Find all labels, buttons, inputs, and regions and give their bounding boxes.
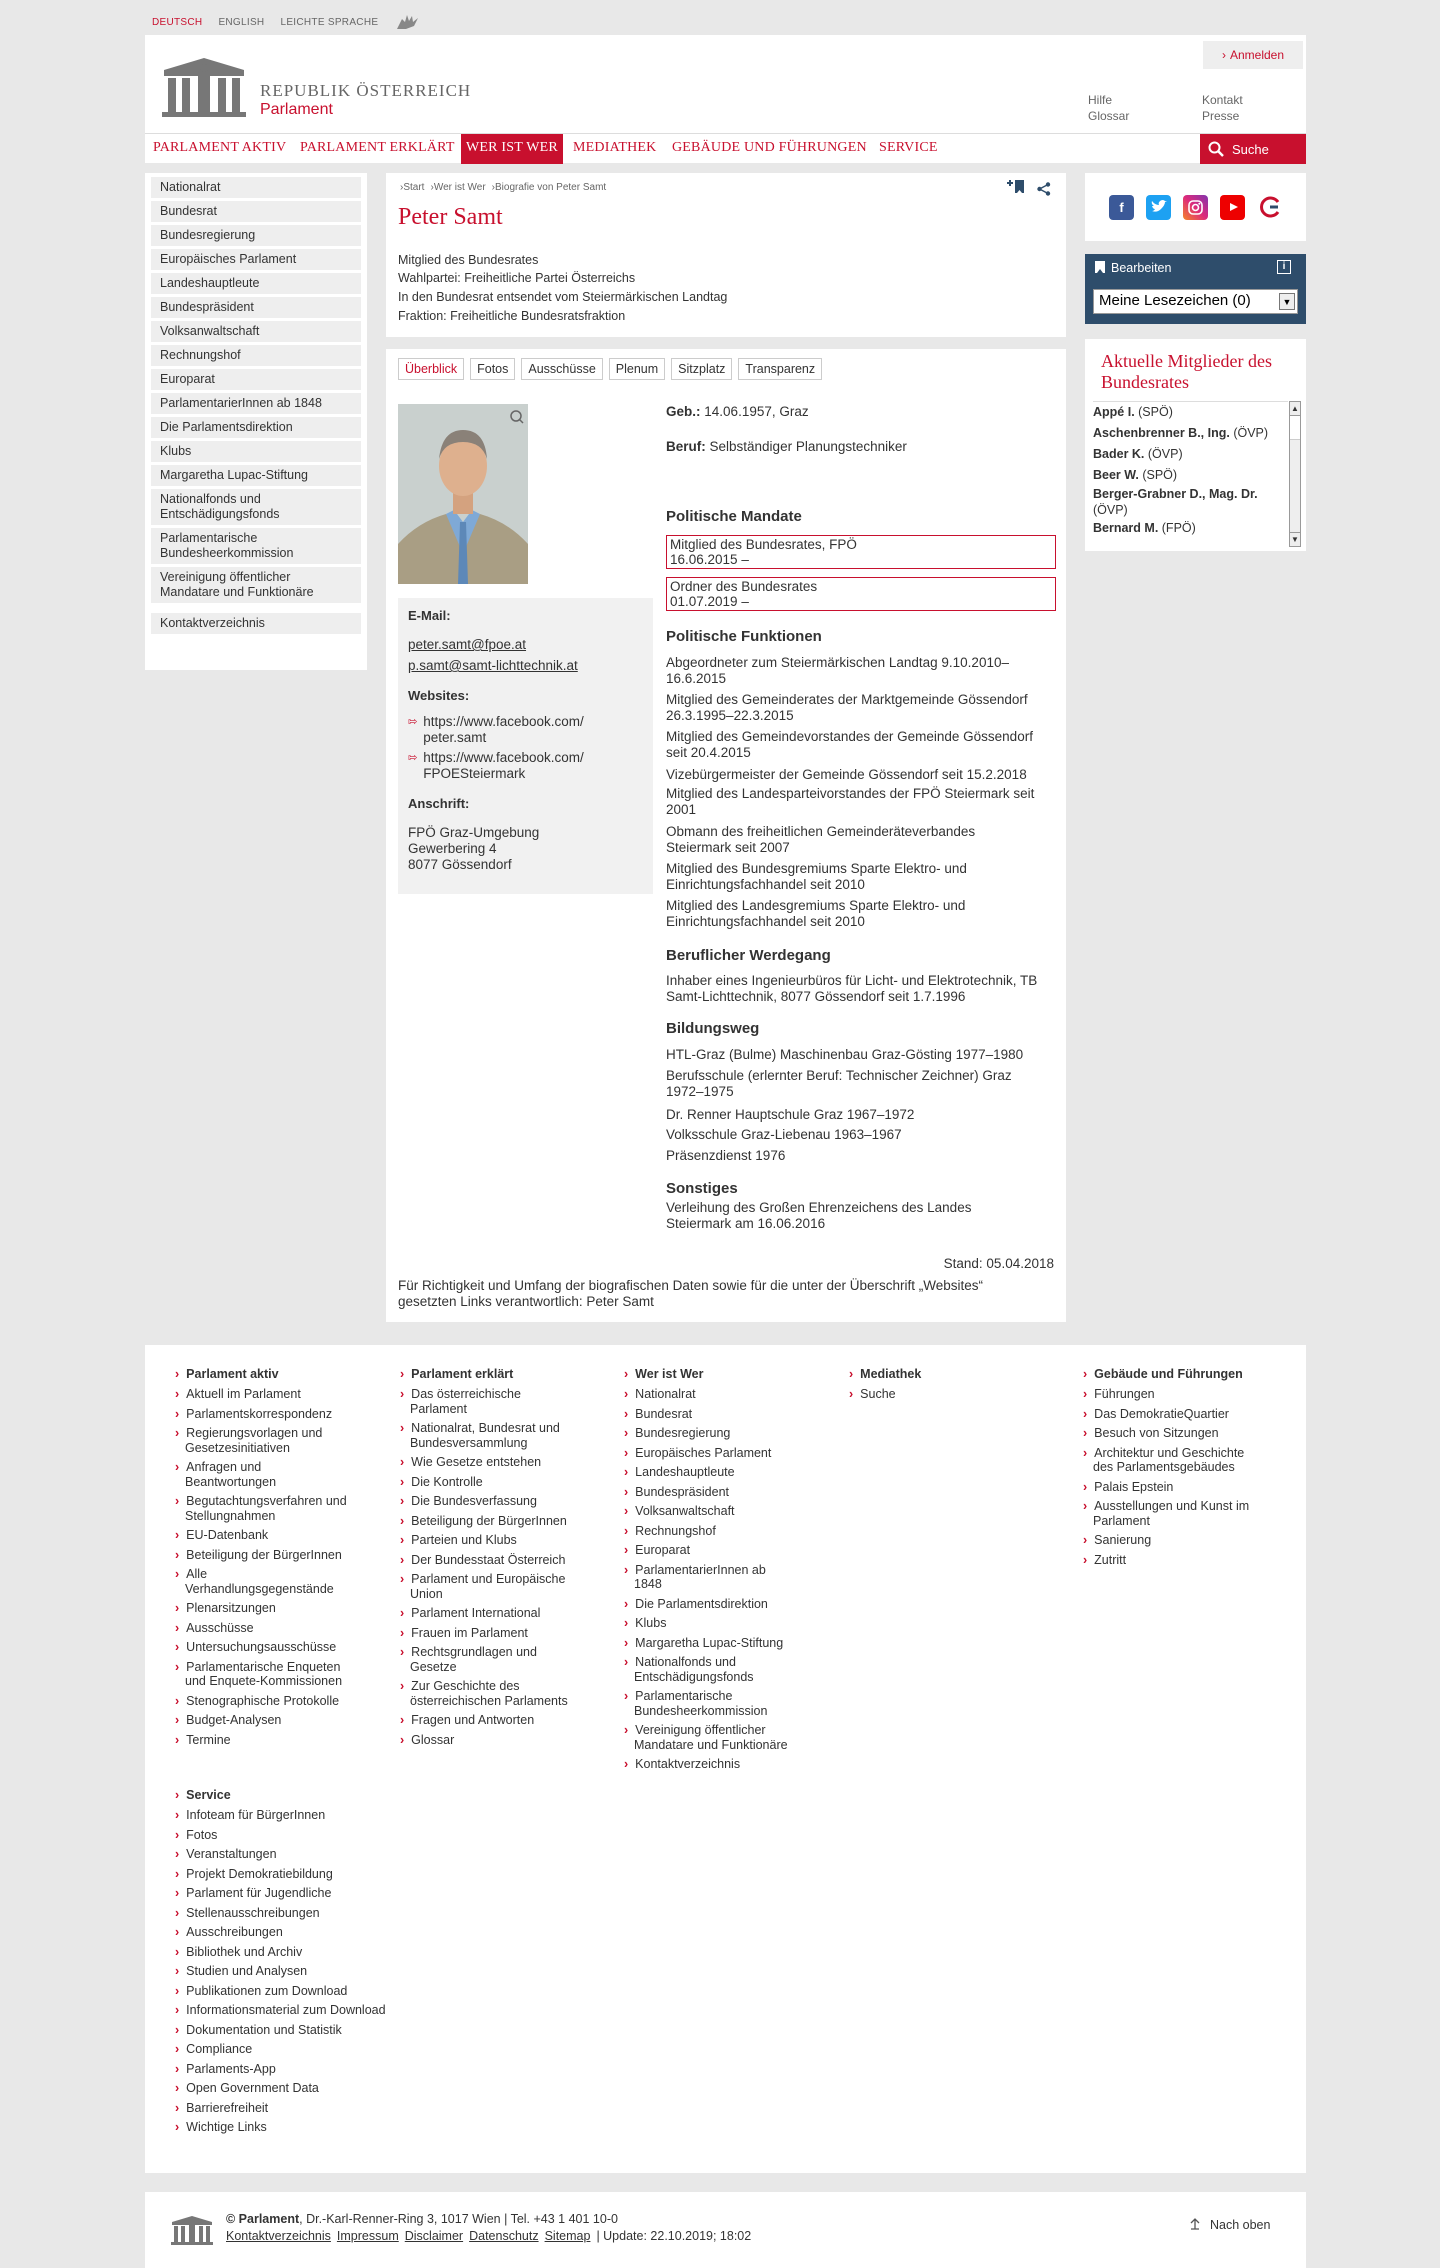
email-label: E-Mail:: [408, 608, 451, 623]
sidebar-item-nationalrat[interactable]: Nationalrat: [151, 177, 361, 198]
sitemap-link[interactable]: › Termine: [185, 1733, 380, 1748]
sitemap-link[interactable]: › Stenographische Protokolle: [185, 1694, 380, 1709]
sitemap-link[interactable]: › Zutritt: [1093, 1553, 1293, 1568]
copyright: © Parlament, Dr.-Karl-Renner-Ring 3, 1017 Wien | Tel. +43 1 401 10-0: [226, 2212, 618, 2226]
logo-subtitle[interactable]: Parlament: [260, 101, 333, 118]
education-item: Dr. Renner Hauptschule Graz 1967–1972: [666, 1107, 915, 1122]
tab-fotos[interactable]: Fotos: [470, 358, 515, 380]
section-misc: Sonstiges: [666, 1180, 738, 1197]
function-item: Mitglied des Bundesgremiums Sparte Elektro- und Einrichtungsfachhandel seit 2010: [666, 861, 967, 892]
sitemap-link[interactable]: › Parlamentarische Enqueten und Enquete-Kommissionen: [185, 1660, 380, 1689]
sitemap-link[interactable]: › Studien und Analysen: [185, 1964, 425, 1979]
sidebar-item-bundesregierung[interactable]: Bundesregierung: [151, 225, 361, 246]
profile-content-card: [386, 349, 1066, 1322]
parliament-logo-icon[interactable]: [160, 54, 248, 118]
sitemap-link[interactable]: › ParlamentarierInnen ab 1848: [634, 1563, 814, 1592]
search-icon: [1208, 141, 1224, 157]
page-title: Peter Samt: [398, 204, 503, 230]
sitemap-link[interactable]: › Zur Geschichte des österreichischen Parlaments: [410, 1679, 590, 1708]
sidebar-item-bundespraesident[interactable]: Bundespräsident: [151, 297, 361, 318]
sitemap-link[interactable]: › Architektur und Geschichte des Parlamentsgebäudes: [1093, 1446, 1293, 1475]
list-item[interactable]: Appé I. (SPÖ): [1093, 405, 1173, 419]
sitemap-link[interactable]: › Compliance: [185, 2042, 425, 2057]
contact-link[interactable]: Kontakt: [1202, 93, 1243, 107]
search-button[interactable]: Suche: [1200, 134, 1306, 164]
update-info: | Update: 22.10.2019; 18:02: [596, 2229, 752, 2243]
sitemap-link[interactable]: › Budget-Analysen: [185, 1713, 380, 1728]
bookmarks-title[interactable]: Bearbeiten: [1111, 261, 1172, 275]
chevron-down-icon: ▼: [1279, 293, 1295, 310]
sitemap-link[interactable]: › Wichtige Links: [185, 2120, 425, 2135]
footer-link-disclaimer[interactable]: Disclaimer: [404, 2229, 464, 2243]
back-to-top-link[interactable]: Nach oben: [1190, 2218, 1270, 2232]
mitmachen-icon[interactable]: [1257, 195, 1282, 220]
misc-item: Verleihung des Großen Ehrenzeichens des Landes Steiermark am 16.06.2016: [666, 1200, 972, 1231]
sidebar-item-nationalfonds[interactable]: Nationalfonds und Entschädigungsfonds: [151, 489, 361, 525]
facebook-icon[interactable]: f: [1109, 195, 1134, 220]
function-item: Mitglied des Landesgremiums Sparte Elektro- und Einrichtungsfachhandel seit 2010: [666, 898, 966, 929]
email-link-2[interactable]: p.samt@samt-lichttechnik.at: [408, 658, 578, 673]
sign-language-icon[interactable]: [394, 13, 422, 31]
sitemap-heading[interactable]: › Parlament aktiv: [185, 1367, 380, 1381]
section-education: Bildungsweg: [666, 1020, 760, 1037]
nav-mediathek[interactable]: MEDIATHEK: [573, 140, 657, 155]
education-item: Berufsschule (erlernter Beruf: Technischer Zeichner) Graz 1972–1975: [666, 1068, 1012, 1099]
sitemap-link[interactable]: › Bundesrat: [634, 1407, 814, 1422]
sitemap-link[interactable]: › Besuch von Sitzungen: [1093, 1426, 1293, 1441]
contact-box: [398, 598, 653, 894]
nav-wer-ist-wer[interactable]: WER IST WER: [461, 134, 563, 164]
share-icon[interactable]: [1037, 182, 1051, 196]
lang-leichte-sprache[interactable]: LEICHTE SPRACHE: [280, 16, 379, 28]
sitemap-link[interactable]: › Die Bundesverfassung: [410, 1494, 590, 1509]
nav-parlament-aktiv[interactable]: PARLAMENT AKTIV: [153, 140, 287, 155]
external-link-icon: ⇰: [408, 716, 418, 728]
sidebar-item-bundesrat[interactable]: Bundesrat: [151, 201, 361, 222]
email-link-1[interactable]: peter.samt@fpoe.at: [408, 637, 527, 652]
left-sidebar: [145, 173, 367, 670]
list-item[interactable]: Aschenbrenner B., Ing. (ÖVP): [1093, 426, 1269, 440]
portrait-photo[interactable]: [398, 404, 528, 584]
sitemap-link[interactable]: › Bibliothek und Archiv: [185, 1945, 425, 1960]
sidebar-item-parlamentarierinnen[interactable]: ParlamentarierInnen ab 1848: [151, 393, 361, 414]
nav-service[interactable]: SERVICE: [879, 140, 938, 155]
sitemap-col-parlament-erklaert: [410, 1367, 590, 1752]
sitemap-link[interactable]: › Begutachtungsverfahren und Stellungnahmen: [185, 1494, 380, 1523]
sitemap-link[interactable]: › Sanierung: [1093, 1533, 1293, 1548]
tab-sitzplatz[interactable]: Sitzplatz: [671, 358, 732, 380]
birth-info: Geb.: 14.06.1957, Graz: [666, 404, 809, 419]
nav-parlament-erklaert[interactable]: PARLAMENT ERKLÄRT: [300, 140, 455, 155]
login-button[interactable]: › Anmelden: [1203, 41, 1303, 69]
members-list: [1093, 401, 1288, 547]
sitemap-link[interactable]: › Regierungsvorlagen und Gesetzesinitiativen: [185, 1426, 380, 1455]
list-item[interactable]: Bader K. (ÖVP): [1093, 447, 1183, 461]
sitemap-link[interactable]: › Parlamentarische Bundesheerkommission: [634, 1689, 814, 1718]
function-item: Mitglied des Gemeindevorstandes der Gemeinde Gössendorf seit 20.4.2015: [666, 729, 1033, 760]
tab-ausschuesse[interactable]: Ausschüsse: [521, 358, 602, 380]
info-icon[interactable]: i: [1277, 260, 1291, 274]
list-item[interactable]: Berger-Grabner D., Mag. Dr. (ÖVP): [1093, 487, 1258, 517]
sitemap-link[interactable]: › Ausstellungen und Kunst im Parlament: [1093, 1499, 1293, 1528]
tab-ueberblick[interactable]: Überblick: [398, 358, 464, 380]
tab-plenum[interactable]: Plenum: [609, 358, 665, 380]
sitemap-link[interactable]: › Parlament International: [410, 1606, 590, 1621]
occupation-info: Beruf: Selbständiger Planungstechniker: [666, 439, 907, 454]
sidebar-item-parlamentsdirektion[interactable]: Die Parlamentsdirektion: [151, 417, 361, 438]
breadcrumb: [400, 182, 606, 193]
scroll-down-icon[interactable]: ▼: [1290, 532, 1300, 546]
sitemap-heading[interactable]: › Wer ist Wer: [634, 1367, 814, 1381]
sitemap-link[interactable]: › Barrierefreiheit: [185, 2101, 425, 2116]
sitemap-heading[interactable]: › Mediathek: [859, 1367, 1039, 1381]
tab-transparenz[interactable]: Transparenz: [738, 358, 822, 380]
members-title: Aktuelle Mitglieder des Bundesrates: [1101, 351, 1272, 392]
sitemap-link[interactable]: › Parlament für Jugendliche: [185, 1886, 425, 1901]
sidebar-item-kontaktverzeichnis[interactable]: Kontaktverzeichnis: [151, 613, 361, 634]
sitemap-heading[interactable]: › Service: [185, 1788, 425, 1802]
main-navigation: [145, 133, 1306, 163]
page-footer: [145, 2192, 1306, 2268]
sitemap-link[interactable]: › Alle Verhandlungsgegenstände: [185, 1567, 380, 1596]
list-item[interactable]: Bernard M. (FPÖ): [1093, 521, 1196, 535]
sidebar-item-europaeisches-parlament[interactable]: Europäisches Parlament: [151, 249, 361, 270]
sitemap-link[interactable]: › Nationalrat: [634, 1387, 814, 1402]
add-bookmark-icon[interactable]: [1006, 178, 1026, 196]
sitemap-link[interactable]: › Anfragen und Beantwortungen: [185, 1460, 380, 1489]
function-item: Abgeordneter zum Steiermärkischen Landtag 9.10.2010– 16.6.2015: [666, 655, 1009, 686]
function-item: Mitglied des Landesparteivorstandes der FPÖ Steiermark seit 2001: [666, 786, 1035, 817]
sidebar-item-lupac-stiftung[interactable]: Margaretha Lupac-Stiftung: [151, 465, 361, 486]
sitemap-link[interactable]: › Europäisches Parlament: [634, 1446, 814, 1461]
sitemap-link[interactable]: › Die Kontrolle: [410, 1475, 590, 1490]
sitemap-link[interactable]: › EU-Datenbank: [185, 1528, 380, 1543]
sidebar-item-europarat[interactable]: Europarat: [151, 369, 361, 390]
sitemap-link[interactable]: › Margaretha Lupac-Stiftung: [634, 1636, 814, 1651]
sitemap-link[interactable]: › Beteiligung der BürgerInnen: [410, 1514, 590, 1529]
website-link-2[interactable]: ⇰ https://www.facebook.com/ FPOESteiermark: [408, 750, 584, 781]
address-label: Anschrift:: [408, 796, 470, 811]
function-item: Mitglied des Gemeinderates der Marktgemeinde Gössendorf 26.3.1995–22.3.2015: [666, 692, 1028, 723]
arrow-up-icon: [1190, 2218, 1200, 2230]
profile-intro-card: [386, 173, 1066, 337]
sidebar-item-rechnungshof[interactable]: Rechnungshof: [151, 345, 361, 366]
section-career: Beruflicher Werdegang: [666, 947, 831, 964]
sitemap-link[interactable]: › Plenarsitzungen: [185, 1601, 380, 1616]
lang-english[interactable]: ENGLISH: [218, 16, 265, 28]
section-mandates: Politische Mandate: [666, 508, 802, 525]
logo-title[interactable]: REPUBLIK ÖSTERREICH: [260, 81, 472, 100]
sitemap-link[interactable]: › Frauen im Parlament: [410, 1626, 590, 1641]
sitemap-link[interactable]: › Parteien und Klubs: [410, 1533, 590, 1548]
sitemap-col-gebaeude: [1093, 1367, 1293, 1572]
sitemap-link[interactable]: › Die Parlamentsdirektion: [634, 1597, 814, 1612]
portrait-image: [398, 404, 528, 584]
sitemap-link[interactable]: › Wie Gesetze entstehen: [410, 1455, 590, 1470]
social-media-bar: [1085, 173, 1306, 241]
sitemap-link[interactable]: › Das DemokratieQuartier: [1093, 1407, 1293, 1422]
bookmarks-select[interactable]: Meine Lesezeichen (0) ▼: [1093, 289, 1298, 314]
sitemap-col-parlament-aktiv: [185, 1367, 380, 1752]
sidebar-item-bundesheerkommission[interactable]: Parlamentarische Bundesheerkommission: [151, 528, 361, 564]
sitemap-link[interactable]: › Das österreichische Parlament: [410, 1387, 590, 1416]
sitemap-link[interactable]: › Fotos: [185, 1828, 425, 1843]
breadcrumb-wer-ist-wer[interactable]: › Wer ist Wer: [430, 182, 485, 193]
sitemap-link[interactable]: › Ausschreibungen: [185, 1925, 425, 1940]
mandate-item: Ordner des Bundesrates 01.07.2019 –: [666, 577, 1056, 611]
sitemap-link[interactable]: › Parlaments-App: [185, 2062, 425, 2077]
sitemap-link[interactable]: › Landeshauptleute: [634, 1465, 814, 1480]
sitemap-link[interactable]: › Dokumentation und Statistik: [185, 2023, 425, 2038]
list-item[interactable]: Beer W. (SPÖ): [1093, 468, 1178, 482]
sitemap-link[interactable]: › Rechnungshof: [634, 1524, 814, 1539]
bookmarks-panel: [1085, 254, 1306, 324]
footer-link-sitemap[interactable]: Sitemap: [544, 2229, 591, 2243]
footer-link-impressum[interactable]: Impressum: [336, 2229, 399, 2243]
education-item: Präsenzdienst 1976: [666, 1148, 786, 1163]
press-link[interactable]: Presse: [1202, 109, 1240, 123]
sitemap-col-service: [185, 1788, 425, 2140]
sitemap-link[interactable]: › Beteiligung der BürgerInnen: [185, 1548, 380, 1563]
sitemap-link[interactable]: › Projekt Demokratiebildung: [185, 1867, 425, 1882]
current-members-panel: [1085, 339, 1306, 551]
parliament-logo-icon[interactable]: [170, 2214, 214, 2246]
glossary-link[interactable]: Glossar: [1088, 109, 1130, 123]
twitter-icon[interactable]: [1146, 195, 1171, 220]
sitemap-link[interactable]: › Palais Epstein: [1093, 1480, 1293, 1495]
sitemap-link[interactable]: › Untersuchungsausschüsse: [185, 1640, 380, 1655]
youtube-icon[interactable]: [1220, 195, 1245, 220]
external-link-icon: ⇰: [408, 752, 418, 764]
sitemap-link[interactable]: › Informationsmaterial zum Download: [185, 2003, 425, 2018]
bookmark-icon: [1095, 261, 1105, 273]
footer-sitemap: [145, 1345, 1306, 2173]
footer-links: [226, 2229, 751, 2243]
mandate-item: Mitglied des Bundesrates, FPÖ 16.06.2015 –: [666, 535, 1056, 569]
scroll-up-icon[interactable]: ▲: [1290, 402, 1300, 416]
sitemap-heading[interactable]: › Parlament erklärt: [410, 1367, 590, 1381]
career-item: Inhaber eines Ingenieurbüros für Licht- und Elektrotechnik, TB Samt-Lichttechnik, 8077 Gössendorf seit 1.7.1996: [666, 973, 1038, 1004]
sitemap-link[interactable]: › Klubs: [634, 1616, 814, 1631]
chevron-right-icon: ›: [1221, 48, 1226, 62]
profile-tabs: [398, 358, 822, 380]
profile-party: Wahlpartei: Freiheitliche Partei Österreichs: [398, 271, 636, 285]
section-functions: Politische Funktionen: [666, 628, 822, 645]
function-item: Obmann des freiheitlichen Gemeinderäteverbandes Steiermark seit 2007: [666, 824, 976, 855]
sitemap-link[interactable]: › Parlamentskorrespondenz: [185, 1407, 380, 1422]
sitemap-link[interactable]: › Fragen und Antworten: [410, 1713, 590, 1728]
sitemap-link[interactable]: › Vereinigung öffentlicher Mandatare und Funktionäre: [634, 1723, 814, 1752]
sitemap-link[interactable]: › Nationalrat, Bundesrat und Bundesversammlung: [410, 1421, 590, 1450]
sitemap-link[interactable]: › Volksanwaltschaft: [634, 1504, 814, 1519]
last-updated: Stand: 05.04.2018: [943, 1256, 1054, 1271]
sitemap-link[interactable]: › Europarat: [634, 1543, 814, 1558]
profile-delegated: In den Bundesrat entsendet vom Steiermärkischen Landtag: [398, 290, 728, 304]
sitemap-heading[interactable]: › Gebäude und Führungen: [1093, 1367, 1293, 1381]
sitemap-link[interactable]: › Infoteam für BürgerInnen: [185, 1808, 425, 1823]
sitemap-link[interactable]: › Bundesregierung: [634, 1426, 814, 1441]
sitemap-col-wer-ist-wer: [634, 1367, 814, 1777]
education-item: Volksschule Graz-Liebenau 1963–1967: [666, 1127, 902, 1142]
sitemap-link[interactable]: › Nationalfonds und Entschädigungsfonds: [634, 1655, 814, 1684]
sitemap-col-mediathek: [859, 1367, 1039, 1407]
sitemap-link[interactable]: › Suche: [859, 1387, 1039, 1402]
sitemap-link[interactable]: › Der Bundesstaat Österreich: [410, 1553, 590, 1568]
profile-faction: Fraktion: Freiheitliche Bundesratsfraktion: [398, 309, 626, 323]
sidebar-item-volksanwaltschaft[interactable]: Volksanwaltschaft: [151, 321, 361, 342]
education-item: HTL-Graz (Bulme) Maschinenbau Graz-Gösting 1977–1980: [666, 1047, 1024, 1062]
sitemap-link[interactable]: › Parlament und Europäische Union: [410, 1572, 590, 1601]
breadcrumb-start[interactable]: › Start: [400, 182, 424, 193]
disclaimer: Für Richtigkeit und Umfang der biografischen Daten sowie für die unter der Überschrift „Websites“ gesetzten Links verantwortlich: Peter Samt: [398, 1278, 984, 1309]
site-header: [145, 35, 1306, 163]
websites-label: Websites:: [408, 688, 470, 703]
sitemap-link[interactable]: › Veranstaltungen: [185, 1847, 425, 1862]
scroll-thumb[interactable]: [1290, 416, 1300, 440]
instagram-icon[interactable]: [1183, 195, 1208, 220]
website-link-1[interactable]: ⇰ https://www.facebook.com/ peter.samt: [408, 714, 584, 745]
sidebar-item-klubs[interactable]: Klubs: [151, 441, 361, 462]
sitemap-link[interactable]: › Open Government Data: [185, 2081, 425, 2096]
breadcrumb-current: › Biografie von Peter Samt: [492, 182, 607, 193]
language-bar: [152, 12, 422, 32]
sitemap-link[interactable]: › Ausschüsse: [185, 1621, 380, 1636]
sidebar-item-landeshauptleute[interactable]: Landeshauptleute: [151, 273, 361, 294]
profile-role: Mitglied des Bundesrates: [398, 253, 539, 267]
address: FPÖ Graz-Umgebung Gewerbering 4 8077 Gössendorf: [408, 825, 540, 872]
members-scrollbar[interactable]: [1289, 401, 1301, 547]
sitemap-link[interactable]: › Kontaktverzeichnis: [634, 1757, 814, 1772]
sidebar-item-vereinigung[interactable]: Vereinigung öffentlicher Mandatare und Funktionäre: [151, 567, 361, 603]
footer-link-kontaktverzeichnis[interactable]: Kontaktverzeichnis: [226, 2229, 331, 2243]
sitemap-link[interactable]: › Bundespräsident: [634, 1485, 814, 1500]
sitemap-link[interactable]: › Führungen: [1093, 1387, 1293, 1402]
footer-link-datenschutz[interactable]: Datenschutz: [469, 2229, 539, 2243]
sitemap-link[interactable]: › Stellenausschreibungen: [185, 1906, 425, 1921]
sitemap-link[interactable]: › Aktuell im Parlament: [185, 1387, 380, 1402]
nav-gebaeude-fuehrungen[interactable]: GEBÄUDE UND FÜHRUNGEN: [672, 140, 867, 155]
sitemap-link[interactable]: › Rechtsgrundlagen und Gesetze: [410, 1645, 590, 1674]
function-item: Vizebürgermeister der Gemeinde Gössendorf seit 15.2.2018: [666, 767, 1027, 782]
lang-deutsch[interactable]: DEUTSCH: [152, 16, 203, 28]
sitemap-link[interactable]: › Glossar: [410, 1733, 590, 1748]
sitemap-link[interactable]: › Publikationen zum Download: [185, 1984, 425, 1999]
help-link[interactable]: Hilfe: [1088, 93, 1113, 107]
